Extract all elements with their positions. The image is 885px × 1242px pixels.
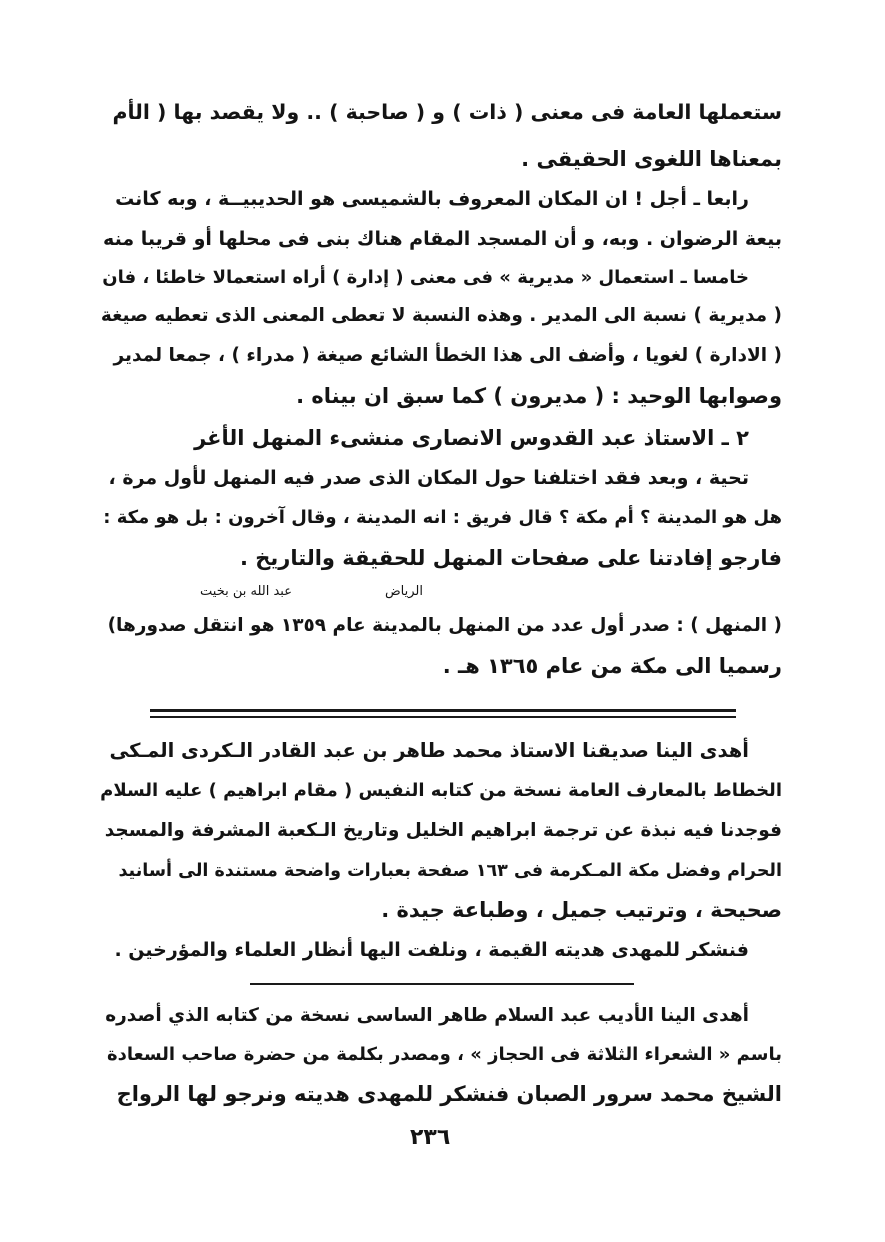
- page-number: ٢٣٦: [410, 1125, 451, 1150]
- text-line: هل هو المدينة ؟ أم مكة ؟ قال فريق : انه المدينة ، وقال آخرون : بل هو مكة :: [103, 507, 782, 528]
- signature-name: عبد الله بن بخيت: [200, 584, 292, 599]
- text-line: ستعملها العامة فى معنى ( ذات ) و ( صاحبة ) .. ولا يقصد بها ( الأم: [112, 100, 782, 124]
- editor-reply: ( المنهل ) : صدر أول عدد من المنهل بالمدينة عام ١٣٥٩ هو انتقل صدورها): [107, 615, 782, 636]
- text-line: أهدى الينا صديقنا الاستاذ محمد طاهر بن عبد القادر الـكردى المـكى: [109, 739, 749, 762]
- editor-reply: رسميا الى مكة من عام ١٣٦٥ هـ .: [442, 654, 782, 678]
- text-line: الحرام وفضل مكة المـكرمة فى ١٦٣ صفحة بعبارات واضحة مستندة الى أسانيد: [118, 861, 782, 881]
- text-line: وصوابها الوحيد : ( مديرون ) كما سبق ان بيناه .: [296, 384, 782, 408]
- text-line: فوجدنا فيه نبذة عن ترجمة ابراهيم الخليل وتاريخ الـكعبة المشرفة والمسجد: [104, 820, 782, 841]
- letter-heading: ٢ ـ الاستاذ عبد القدوس الانصارى منشىء المنهل الأغر: [194, 426, 749, 450]
- text-line: بيعة الرضوان . وبه، و أن المسجد المقام هناك بنى فى محلها أو قريبا منه: [103, 228, 782, 250]
- text-line: الشيخ محمد سرور الصبان فنشكر للمهدى هديته ونرجو لها الرواج: [116, 1082, 782, 1106]
- signature-place: الرياض: [384, 584, 423, 599]
- text-line: الخطاط بالمعارف العامة نسخة من كتابه النفيس ( مقام ابراهيم ) عليه السلام: [100, 780, 782, 801]
- text-line: خامسا ـ استعمال « مديرية » فى معنى ( إدارة ) أراه استعمالا خاطئا ، فان: [102, 267, 749, 288]
- section-divider: [250, 983, 634, 985]
- text-line: بمعناها اللغوى الحقيقى .: [521, 147, 782, 171]
- text-line: ( مديرية ) نسبة الى المدير . وهذه النسبة لا تعطى المعنى الذى تعطيه صيغة: [100, 305, 782, 326]
- text-line: ( الادارة ) لغويا ، وأضف الى هذا الخطأ الشائع صيغة ( مدراء ) ، جمعا لمدير: [113, 345, 782, 366]
- section-divider: [150, 716, 736, 718]
- text-line: باسم « الشعراء الثلاثة فى الحجاز » ، ومصدر بكلمة من حضرة صاحب السعادة: [107, 1044, 782, 1065]
- text-line: تحية ، وبعد فقد اختلفنا حول المكان الذى صدر فيه المنهل لأول مرة ،: [108, 467, 749, 489]
- text-line: أهدى الينا الأديب عبد السلام طاهر الساسى نسخة من كتابه الذي أصدره: [105, 1005, 749, 1026]
- text-line: فنشكر للمهدى هديته القيمة ، ونلفت اليها أنظار العلماء والمؤرخين .: [114, 939, 749, 961]
- section-divider: [150, 709, 736, 712]
- text-line: رابعا ـ أجل ! ان المكان المعروف بالشميسى هو الحديبيــة ، وبه كانت: [115, 188, 749, 210]
- text-line: صحيحة ، وترتيب جميل ، وطباعة جيدة .: [381, 898, 782, 922]
- text-line: فارجو إفادتنا على صفحات المنهل للحقيقة والتاريخ .: [239, 546, 782, 570]
